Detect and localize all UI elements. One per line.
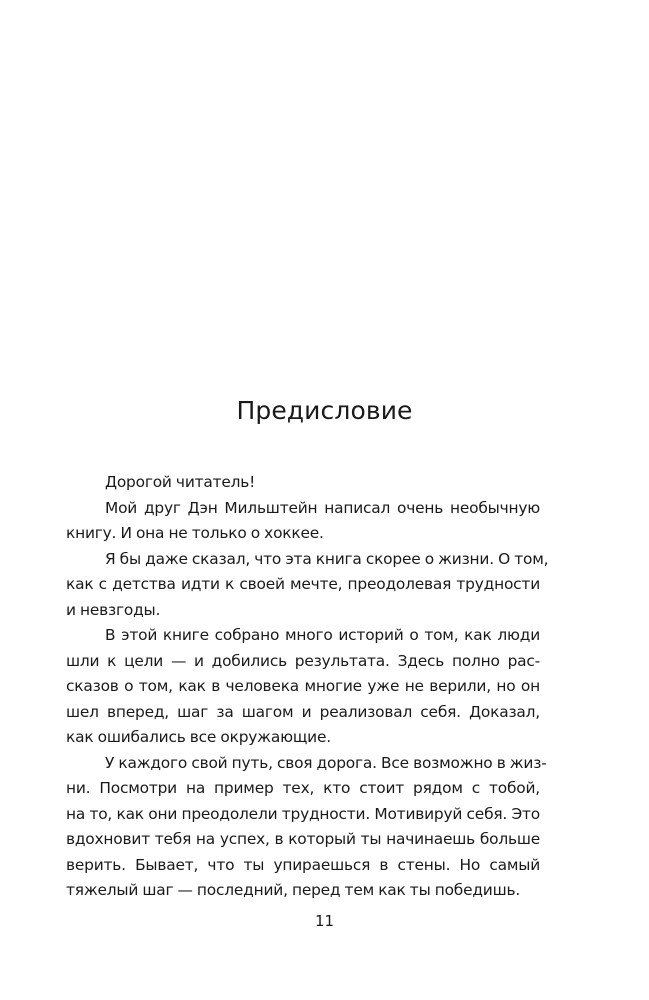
text-line: Мой друг Дэн Мильштейн написал очень необычную [105,498,540,517]
text-line: на то, как они преодолели трудности. Мотивируй себя. Это [66,804,540,823]
paragraph-path [66,751,547,904]
text-line: Дорогой читатель! [105,473,256,491]
text-line: шли к цели — и добились результата. Здесь полно рас- [66,651,540,670]
text-line: У каждого свой путь, своя дорога. Все возможно в жиз- [105,753,547,772]
text-line: В этой книге собрано много историй о том, как люди [105,626,540,644]
text-line: ни. Посмотри на пример тех, кто стоит рядом с тобой, [66,779,540,797]
paragraph-about-life [66,547,549,624]
paragraph-greeting [66,470,540,496]
text-line: шел вперед, шаг за шагом и реализовал себя. Доказал, [66,702,540,721]
text-line: тяжелый шаг — последний, перед тем как ты победишь. [66,881,521,899]
paragraph-intro [66,496,540,547]
body-text [66,470,549,904]
text-line: книгу. И она не только о хоккее. [66,524,324,542]
chapter-title: Предисловие [236,396,413,425]
paragraph-stories [66,623,540,751]
text-line: верить. Бывает, что ты упираешься в стены. Но самый [66,855,540,874]
text-line: Я бы даже сказал, что эта книга скорее о жизни. О том, [105,549,549,568]
text-line: сказов о том, как в человека многие уже не верили, но он [66,677,540,695]
text-line: и невзгоды. [66,600,161,619]
text-line: как с детства идти к своей мечте, преодолевая трудности [66,575,540,593]
text-line: как ошибались все окружающие. [66,728,331,746]
page-number: 11 [314,912,335,930]
text-line: вдохновит тебя на успех, в который ты начинаешь больше [66,830,540,848]
